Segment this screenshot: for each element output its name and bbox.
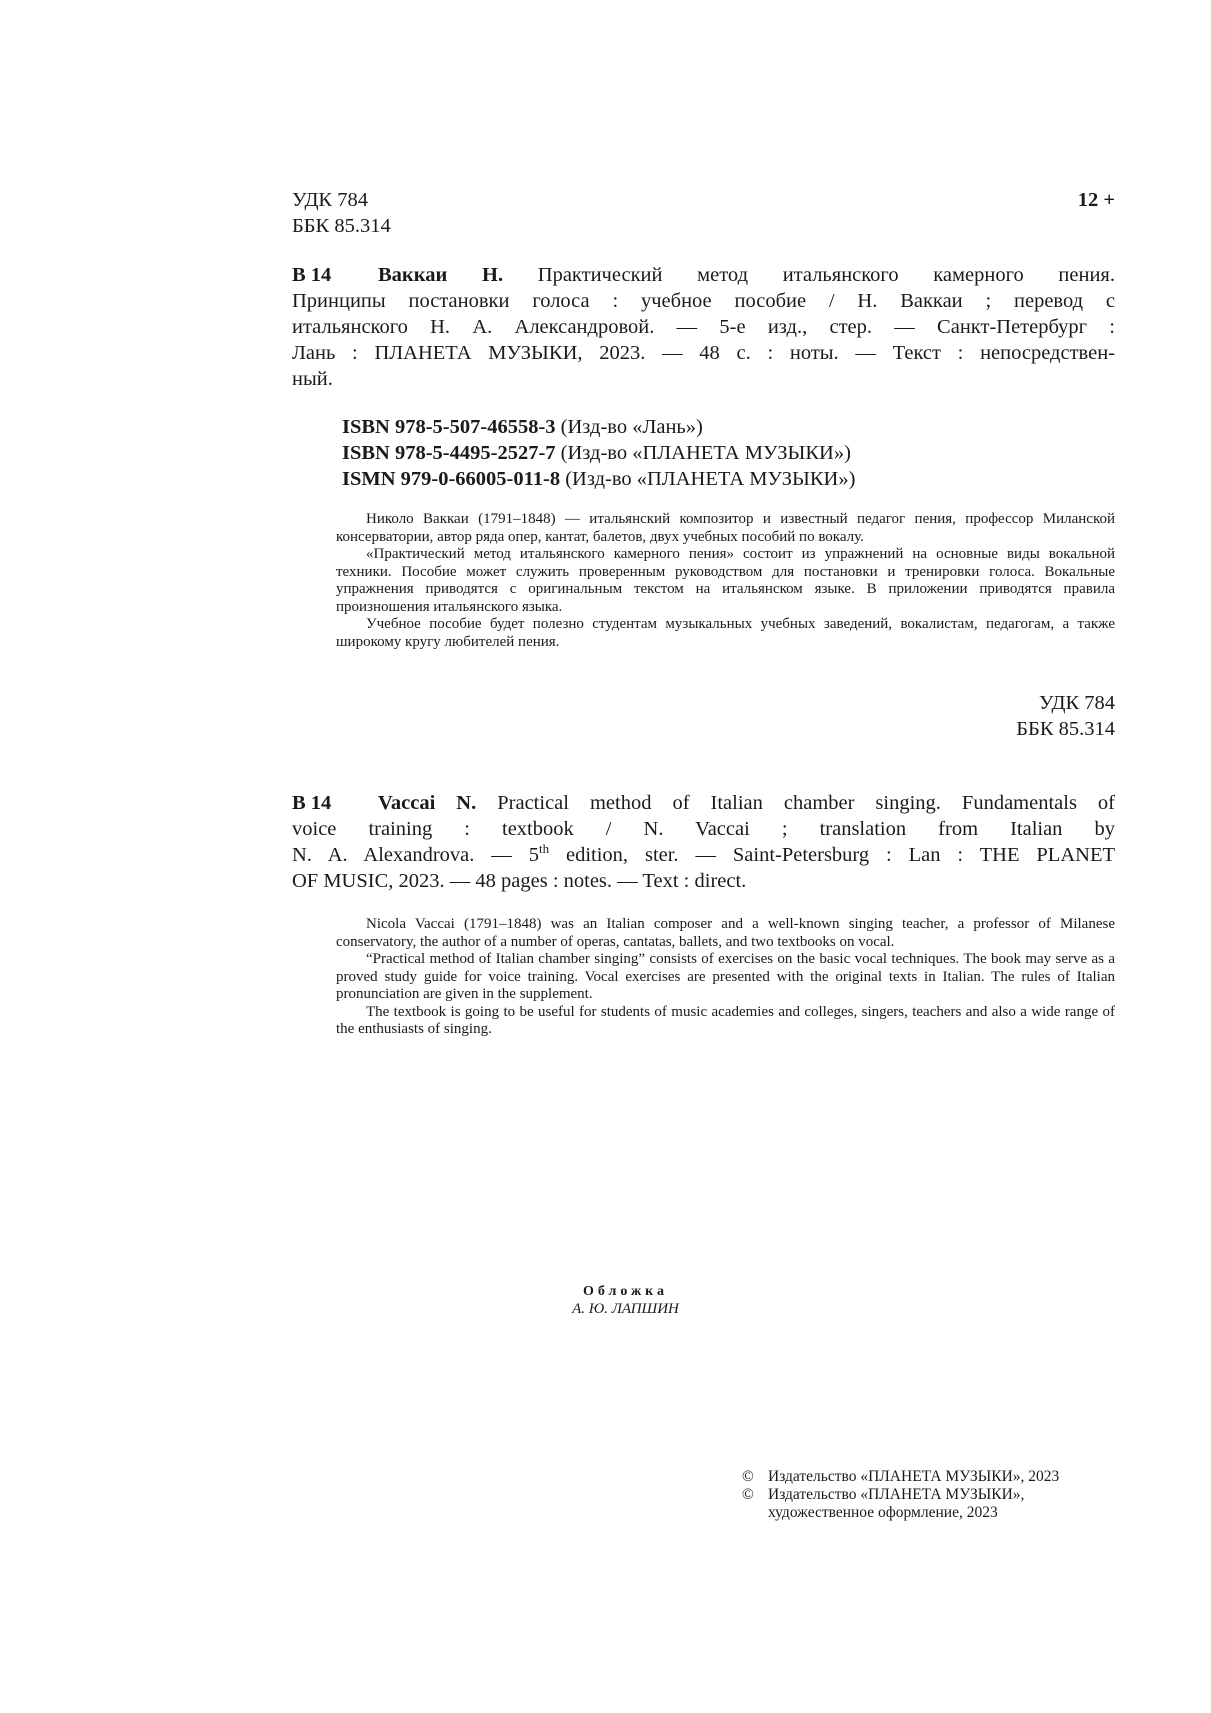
en-entry-line3-end: edition, ster. — Saint-Petersburg : Lan : THE PLANET [566,844,1115,866]
en-annotation [336,916,1115,1039]
ru-annotation-paragraph: «Практический метод итальянского камерного пения» состоит из упражнений на основные виды вокальной техники. Пособие может служить проверенным руководством для постановки и тренировки голоса. Вокальные упражнения приводятся с оригинальным текстом на итальянском языке. В приложении приводятся правила произношения итальянского языка. [336,546,1115,615]
copyright-text: Издательство «ПЛАНЕТА МУЗЫКИ», [768,1486,1025,1503]
en-annotation-paragraph: “Practical method of Italian chamber singing” consists of exercises on the basic vocal techniques. The book may serve as a proved study guide for voice training. Vocal exercises are presented with the original texts in Italian. The rules of Italian pronunciation are given in the supplement. [336,951,1115,1002]
copyright-block [742,1468,1059,1522]
ru-index-bbk: ББК 85.314 [1016,718,1115,740]
header-udk: УДК 784 [292,189,368,211]
ru-index-udk: УДК 784 [1039,692,1115,714]
ru-entry-line5: ный. [292,368,333,390]
en-entry-author: Vaccai N. [378,792,477,814]
en-annotation-paragraph: The textbook is going to be useful for students of music academies and colleges, singers, teachers and also a wide range of the enthusiasts of singing. [336,1003,1115,1037]
ru-entry-title: Практический метод итальянского камерного пения. [537,264,1115,286]
en-entry-line4: OF MUSIC, 2023. — 48 pages : notes. — Text : direct. [292,870,747,892]
copyright-symbol: © [742,1486,754,1503]
header-bbk: ББК 85.314 [292,215,391,237]
ru-entry-line2: Принципы постановки голоса : учебное пособие / Н. Ваккаи ; перевод с [292,290,1115,312]
en-entry-title: Practical method of Italian chamber singing. Fundamentals of [497,792,1116,814]
isbn-number: ISBN 978-5-4495-2527-7 [342,442,556,464]
isbn-publisher: (Изд-во «Лань») [560,416,703,438]
ru-entry-author: Ваккаи Н. [378,264,504,286]
ru-entry-line1 [378,263,1115,288]
isbn-number: ISBN 978-5-507-46558-3 [342,416,556,438]
ru-entry-line3: итальянского Н. А. Александровой. — 5-е изд., стер. — Санкт-Петербург : [292,316,1115,338]
isbn-line [342,415,703,440]
en-annotation-paragraph: Nicola Vaccai (1791–1848) was an Italian composer and a well-known singing teacher, a professor of Milanese conservatory, the author of a number of operas, cantatas, ballets, and two textbooks on vocal. [336,916,1115,950]
en-entry-line3 [292,843,1115,868]
en-entry-line3-start: N. A. Alexandrova. — 5 [292,844,539,866]
copyright-text: Издательство «ПЛАНЕТА МУЗЫКИ», 2023 [768,1468,1060,1485]
ru-annotation [336,511,1115,651]
en-entry-line1 [378,791,1115,816]
ismn-line [342,467,855,492]
copyright-line-continuation: художественное оформление, 2023 [768,1504,998,1521]
age-rating: 12 + [1077,189,1115,211]
cover-designer: А. Ю. ЛАПШИН [572,1301,679,1317]
ru-entry-code: В 14 [292,264,332,286]
isbn-line [342,441,851,466]
cover-label: Обложка [582,1284,669,1299]
ru-entry-line4: Лань : ПЛАНЕТА МУЗЫКИ, 2023. — 48 с. : ноты. — Текст : непосредствен- [292,342,1115,364]
edition-superscript: th [538,841,550,857]
isbn-publisher: (Изд-во «ПЛАНЕТА МУЗЫКИ») [560,442,851,464]
ismn-number: ISMN 979-0-66005-011-8 [342,468,561,490]
copyright-line [742,1486,1059,1504]
ru-annotation-paragraph: Николо Ваккаи (1791–1848) — итальянский композитор и известный педагог пения, профессор Миланской консерватории, автор ряда опер, кантат, балетов, двух учебных пособий по вокалу. [336,511,1115,545]
ismn-publisher: (Изд-во «ПЛАНЕТА МУЗЫКИ») [565,468,856,490]
en-entry-line2: voice training : textbook / N. Vaccai ; translation from Italian by [292,818,1115,840]
ru-annotation-paragraph: Учебное пособие будет полезно студентам музыкальных учебных заведений, вокалистам, педагогам, а также широкому кругу любителей пения. [336,616,1115,650]
en-entry-code: В 14 [292,792,332,814]
copyright-line [742,1468,1059,1486]
copyright-symbol: © [742,1468,754,1485]
